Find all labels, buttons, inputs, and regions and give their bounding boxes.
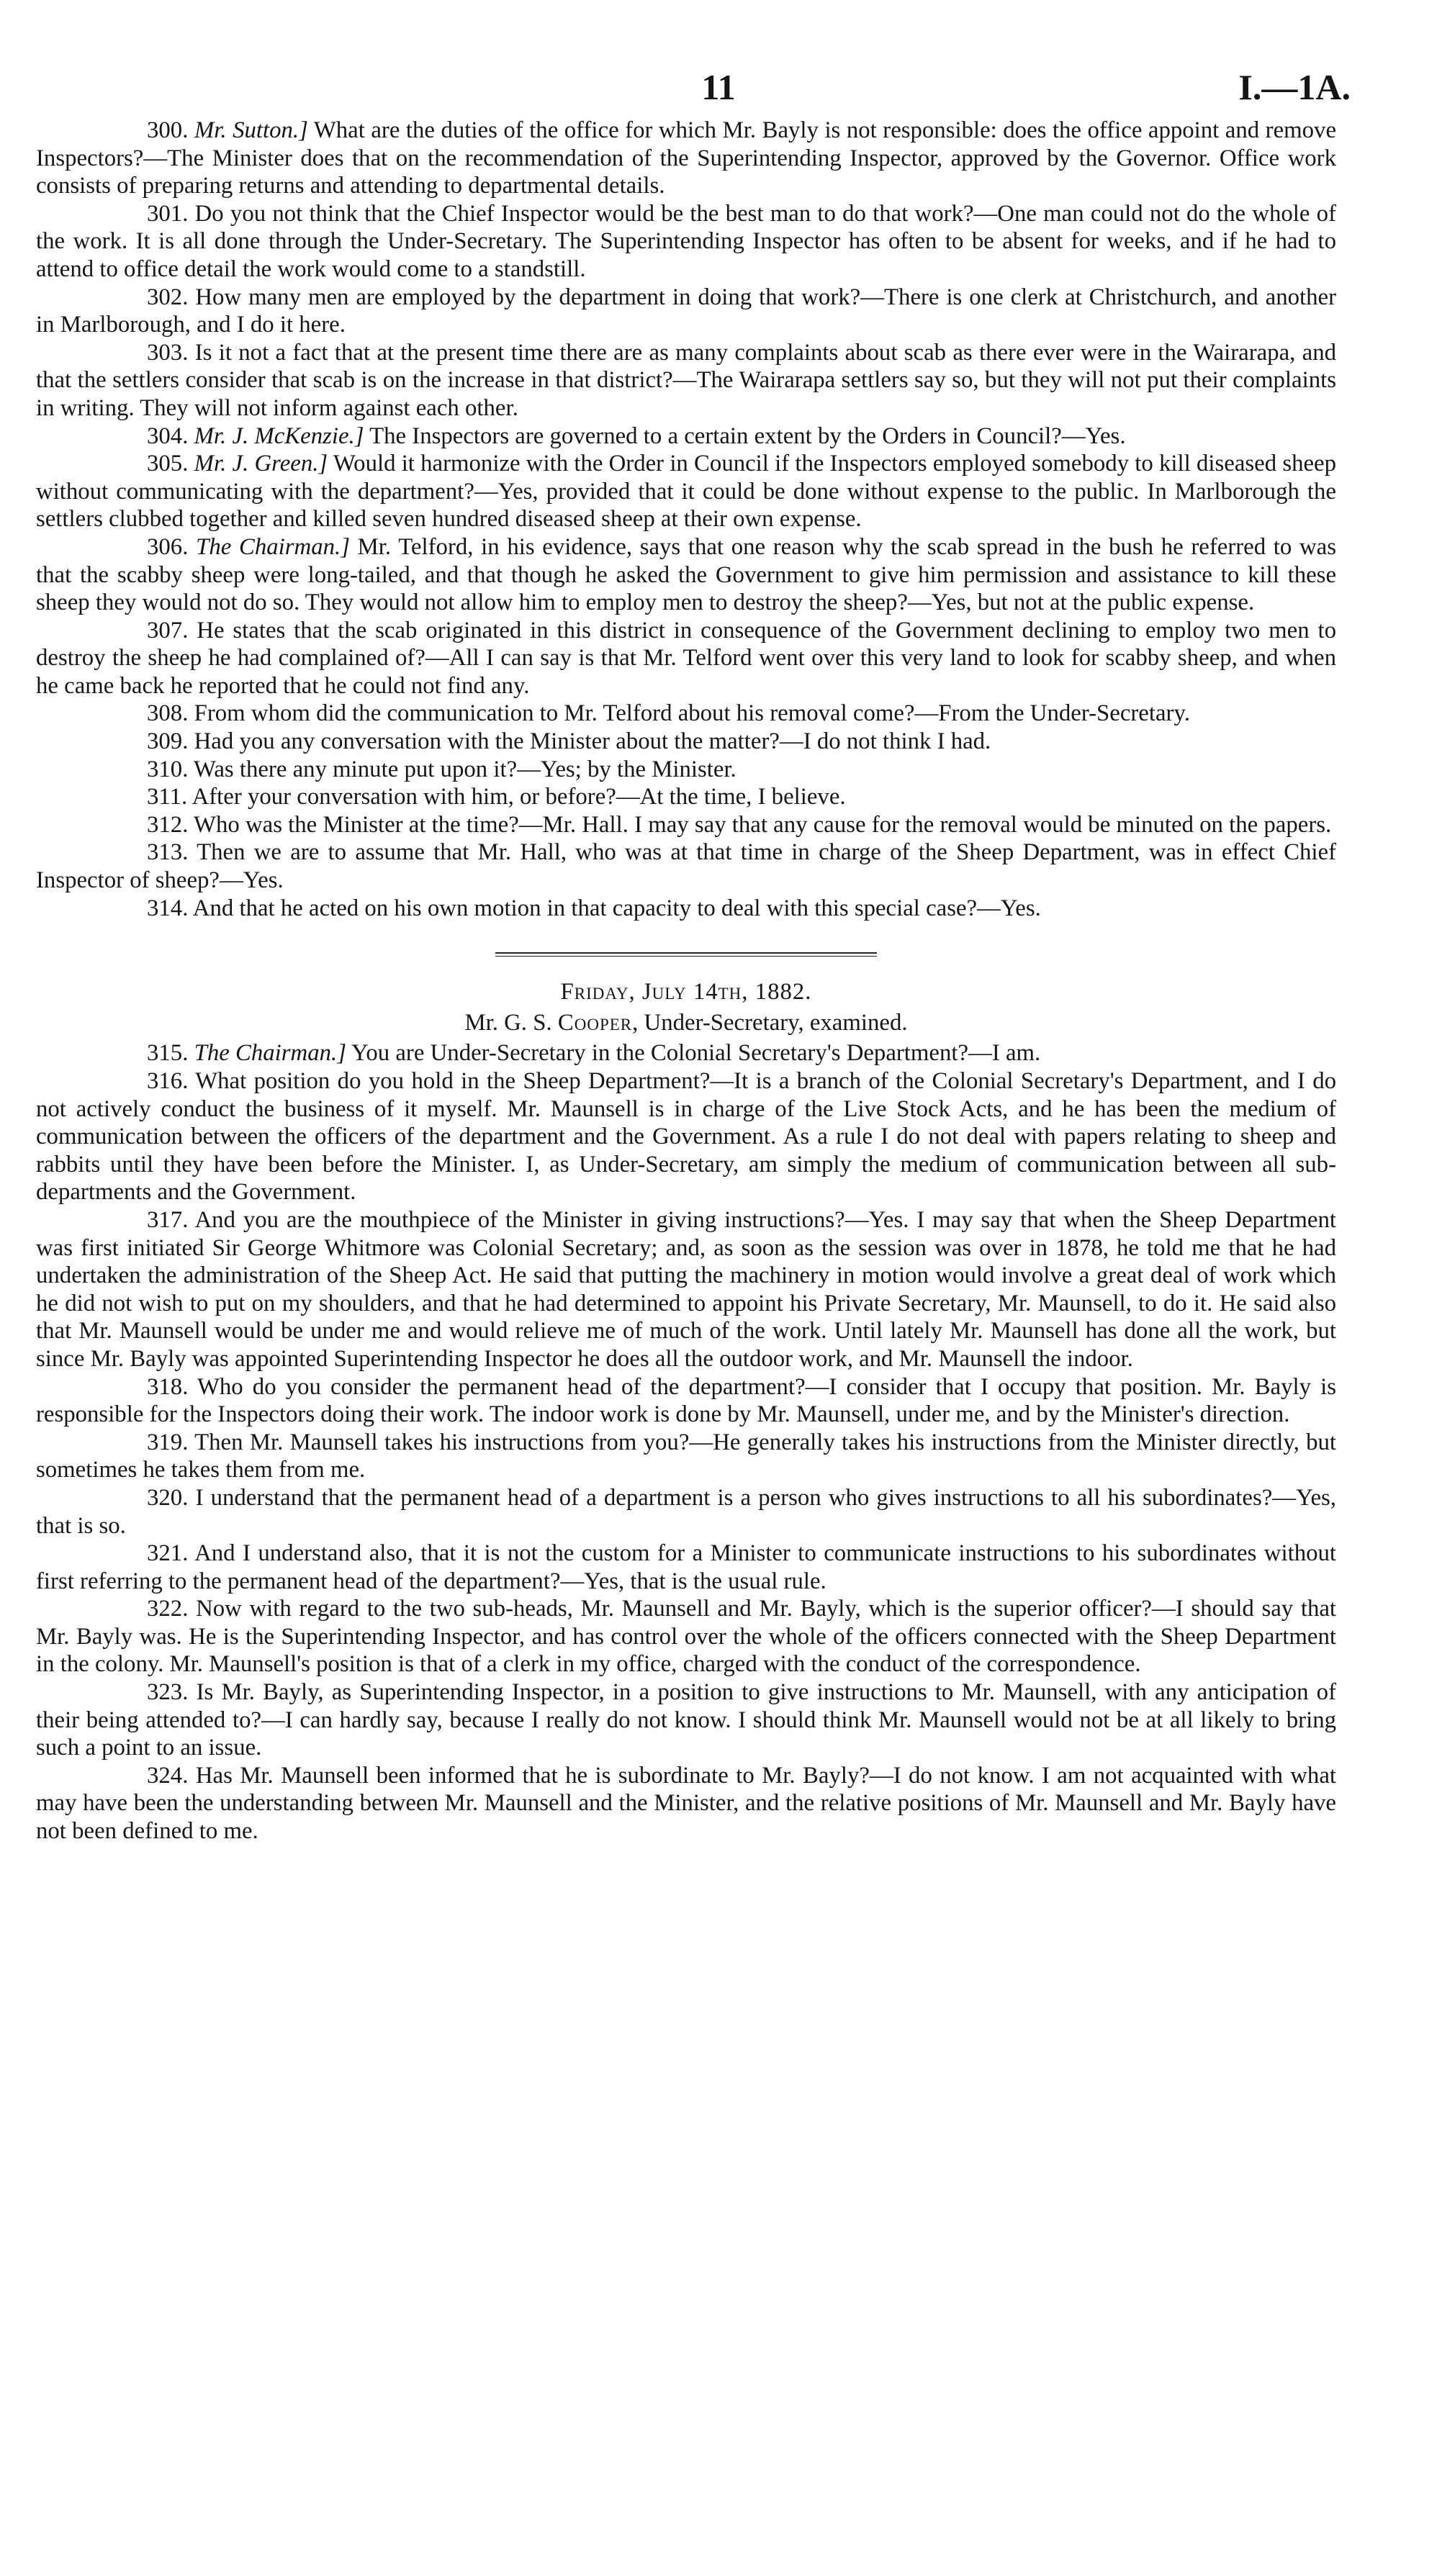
question-answer-text: Do you not think that the Chief Inspector would be the best man to do that work?—One man could not do the whole of the work. It is all done through the Under-Secretary. The Superintending Inspector has often to be absent for weeks, and if he had to attend to office detail the work would come to a standstill.	[36, 200, 1336, 282]
question-number: 302.	[147, 284, 189, 310]
question-answer-text: The Inspectors are governed to a certain extent by the Orders in Council?—Yes.	[364, 422, 1126, 449]
question-paragraph	[36, 1067, 1336, 1206]
witness-suffix: , Under-Secretary, examined.	[632, 1009, 908, 1036]
question-answer-text: What are the duties of the office for which Mr. Bayly is not responsible: does the office appoint and remove Inspectors?—The Minister does that on the recommendation of the Superintending Inspector, approved by the Governor. Office work consists of preparing returns and attending to departmental details.	[36, 117, 1337, 199]
question-number: 308.	[147, 700, 189, 727]
speaker-name: Mr. J. McKenzie.]	[194, 422, 364, 449]
question-paragraph	[36, 700, 1336, 728]
question-paragraph	[36, 1678, 1336, 1762]
speaker-name: The Chairman.]	[196, 533, 350, 560]
question-paragraph	[36, 117, 1336, 200]
question-number: 313.	[147, 839, 189, 866]
question-number: 320.	[147, 1484, 189, 1511]
question-answer-text: And you are the mouthpiece of the Minister in giving instructions?—Yes. I may say that when the Sheep Department was first initiated Sir George Whitmore was Colonial Secretary; and, as soon as the session was over in 1878, he told me that he had undertaken the administration of the Sheep Act. He said that putting the machinery in motion would involve a great deal of work which he did not wish to put on my shoulders, and that he had determined to appoint his Private Secretary, Mr. Maunsell, to do it. He said also that Mr. Maunsell would be under me and would relieve me of much of the work. Until lately Mr. Maunsell has done all the work, but since Mr. Bayly was appointed Superintending Inspector he does all the outdoor work, and Mr. Maunsell the indoor.	[36, 1206, 1337, 1372]
question-paragraph	[36, 533, 1336, 617]
question-paragraph	[36, 1206, 1336, 1373]
question-number: 303.	[147, 339, 189, 366]
question-answer-text: I understand that the permanent head of a department is a person who gives instructions to all his subordinates?—Yes, that is so.	[36, 1484, 1336, 1539]
question-number: 305.	[147, 451, 189, 477]
question-paragraph	[36, 284, 1336, 339]
page-body	[36, 117, 1336, 1845]
speaker-name: Mr. J. Green.]	[194, 451, 328, 477]
question-number: 311.	[147, 784, 188, 810]
question-number: 321.	[147, 1540, 189, 1567]
witness-heading	[36, 1009, 1336, 1037]
question-answer-text: Has Mr. Maunsell been informed that he is subordinate to Mr. Bayly?—I do not know. I am not acquainted with what may have been the understanding between Mr. Maunsell and the Minister, and the relative positions of Mr. Maunsell and Mr. Bayly have not been defined to me.	[36, 1762, 1337, 1845]
question-answer-text: Had you any conversation with the Minister about the matter?—I do not think I had.	[194, 728, 991, 755]
question-paragraph	[36, 200, 1336, 284]
evidence-section-2	[36, 1039, 1336, 1845]
question-number: 324.	[147, 1762, 189, 1789]
question-answer-text: How many men are employed by the department in doing that work?—There is one clerk at Christchurch, and another in Marlborough, and I do it here.	[36, 284, 1336, 338]
question-paragraph	[36, 617, 1336, 700]
speaker-name: Mr. Sutton.]	[194, 117, 308, 143]
question-paragraph	[36, 1762, 1336, 1845]
question-answer-text: And I understand also, that it is not the custom for a Minister to communicate instructions to his subordinates without first referring to the permanent head of the department?—Yes, that is the usual rule.	[36, 1540, 1337, 1594]
question-number: 306.	[147, 533, 189, 560]
question-paragraph	[36, 450, 1336, 533]
question-answer-text: And that he acted on his own motion in that capacity to deal with this special case?—Yes.	[192, 895, 1041, 921]
question-paragraph	[36, 1484, 1336, 1540]
witness-name: Cooper	[557, 1009, 633, 1036]
question-paragraph	[36, 1373, 1336, 1429]
question-paragraph	[36, 1039, 1336, 1067]
page-number: 11	[701, 67, 736, 107]
question-paragraph	[36, 1595, 1336, 1678]
question-answer-text: Was there any minute put upon it?—Yes; by the Minister.	[194, 756, 736, 782]
question-answer-text: What position do you hold in the Sheep Department?—It is a branch of the Colonial Secretary's Department, and I do not actively conduct the business of it myself. Mr. Maunsell is in charge of the Live Stock Acts, and he has been the medium of communication between the officers of the department and the Government. As a rule I do not deal with papers relating to sheep and rabbits until they have been before the Minister. I, as Under-Secretary, am simply the medium of communication between all sub-departments and the Government.	[36, 1068, 1337, 1206]
question-number: 323.	[147, 1679, 189, 1706]
question-paragraph	[36, 1540, 1336, 1595]
question-answer-text: From whom did the communication to Mr. Telford about his removal come?—From the Under-Secretary.	[194, 700, 1190, 727]
question-number: 315.	[147, 1040, 189, 1067]
question-answer-text: Who do you consider the permanent head of the department?—I consider that I occupy that position. Mr. Bayly is responsible for the Inspectors doing their work. The indoor work is done by Mr. Maunsell, under me, and by the Minister's direction.	[36, 1373, 1337, 1428]
question-number: 316.	[147, 1068, 189, 1094]
question-answer-text: Would it harmonize with the Order in Council if the Inspectors employed somebody to kill diseased sheep without communicating with the department?—Yes, provided that it could be done without expense to the public. In Marlborough the settlers clubbed together and killed seven hundred diseased sheep at their own expense.	[36, 451, 1336, 533]
question-answer-text: Mr. Telford, in his evidence, says that one reason why the scab spread in the bush he referred to was that the scabby sheep were long-tailed, and that though he asked the Government to give him permission and assistance to kill these sheep they would not do so. They would not allow him to employ men to destroy the sheep?—Yes, but not at the public expense.	[36, 533, 1336, 616]
question-paragraph	[36, 422, 1336, 451]
question-number: 318.	[147, 1373, 189, 1400]
question-answer-text: Who was the Minister at the time?—Mr. Hall. I may say that any cause for the removal would be minuted on the papers.	[194, 811, 1332, 838]
document-reference: I.—1A.	[1238, 67, 1351, 107]
question-number: 322.	[147, 1596, 189, 1622]
question-paragraph	[36, 839, 1336, 894]
question-number: 314.	[147, 895, 189, 921]
question-answer-text: He states that the scab originated in this district in consequence of the Government declining to employ two men to destroy the sheep he had complained of?—All I can say is that Mr. Telford went over this very land to look for scabby sheep, and when he came back he reported that he could not find any.	[36, 617, 1337, 699]
speaker-name: The Chairman.]	[194, 1040, 346, 1067]
question-paragraph	[36, 895, 1336, 923]
question-paragraph	[36, 783, 1336, 811]
session-date: Friday, July 14th, 1882.	[560, 979, 812, 1005]
witness-prefix: Mr. G. S.	[464, 1009, 558, 1036]
question-paragraph	[36, 811, 1336, 839]
question-number: 310.	[147, 756, 189, 782]
section-divider	[495, 952, 877, 957]
question-number: 301.	[147, 200, 189, 227]
question-paragraph	[36, 728, 1336, 756]
question-number: 300.	[147, 117, 189, 143]
question-answer-text: Is Mr. Bayly, as Superintending Inspector, in a position to give instructions to Mr. Maunsell, with any anticipation of their being attended to?—I can hardly say, because I really do not know. I should think Mr. Maunsell would not be at all likely to bring such a point to an issue.	[36, 1679, 1336, 1761]
question-number: 307.	[147, 617, 189, 643]
evidence-section-1	[36, 117, 1336, 922]
question-answer-text: You are Under-Secretary in the Colonial Secretary's Department?—I am.	[346, 1040, 1041, 1067]
question-number: 319.	[147, 1429, 189, 1455]
question-paragraph	[36, 756, 1336, 784]
question-number: 304.	[147, 422, 189, 449]
question-paragraph	[36, 339, 1336, 422]
question-answer-text: Now with regard to the two sub-heads, Mr. Maunsell and Mr. Bayly, which is the superior officer?—I should say that Mr. Bayly was. He is the Superintending Inspector, and has control over the whole of the officers connected with the Sheep Department in the colony. Mr. Maunsell's position is that of a clerk in my office, charged with the conduct of the correspondence.	[36, 1596, 1337, 1678]
question-number: 317.	[147, 1206, 189, 1233]
question-answer-text: After your conversation with him, or before?—At the time, I believe.	[192, 784, 846, 810]
question-answer-text: Then Mr. Maunsell takes his instructions from you?—He generally takes his instructions from the Minister directly, but sometimes he takes them from me.	[36, 1429, 1336, 1483]
question-answer-text: Then we are to assume that Mr. Hall, who was at that time in charge of the Sheep Department, was in effect Chief Inspector of sheep?—Yes.	[36, 839, 1336, 894]
question-answer-text: Is it not a fact that at the present time there are as many complaints about scab as there ever were in the Wairarapa, and that the settlers consider that scab is on the increase in that district?—The Wairarapa settlers say so, but they will not put their complaints in writing. They will not inform against each other.	[36, 339, 1337, 421]
question-paragraph	[36, 1429, 1336, 1484]
question-number: 309.	[147, 728, 189, 755]
question-number: 312.	[147, 811, 189, 838]
